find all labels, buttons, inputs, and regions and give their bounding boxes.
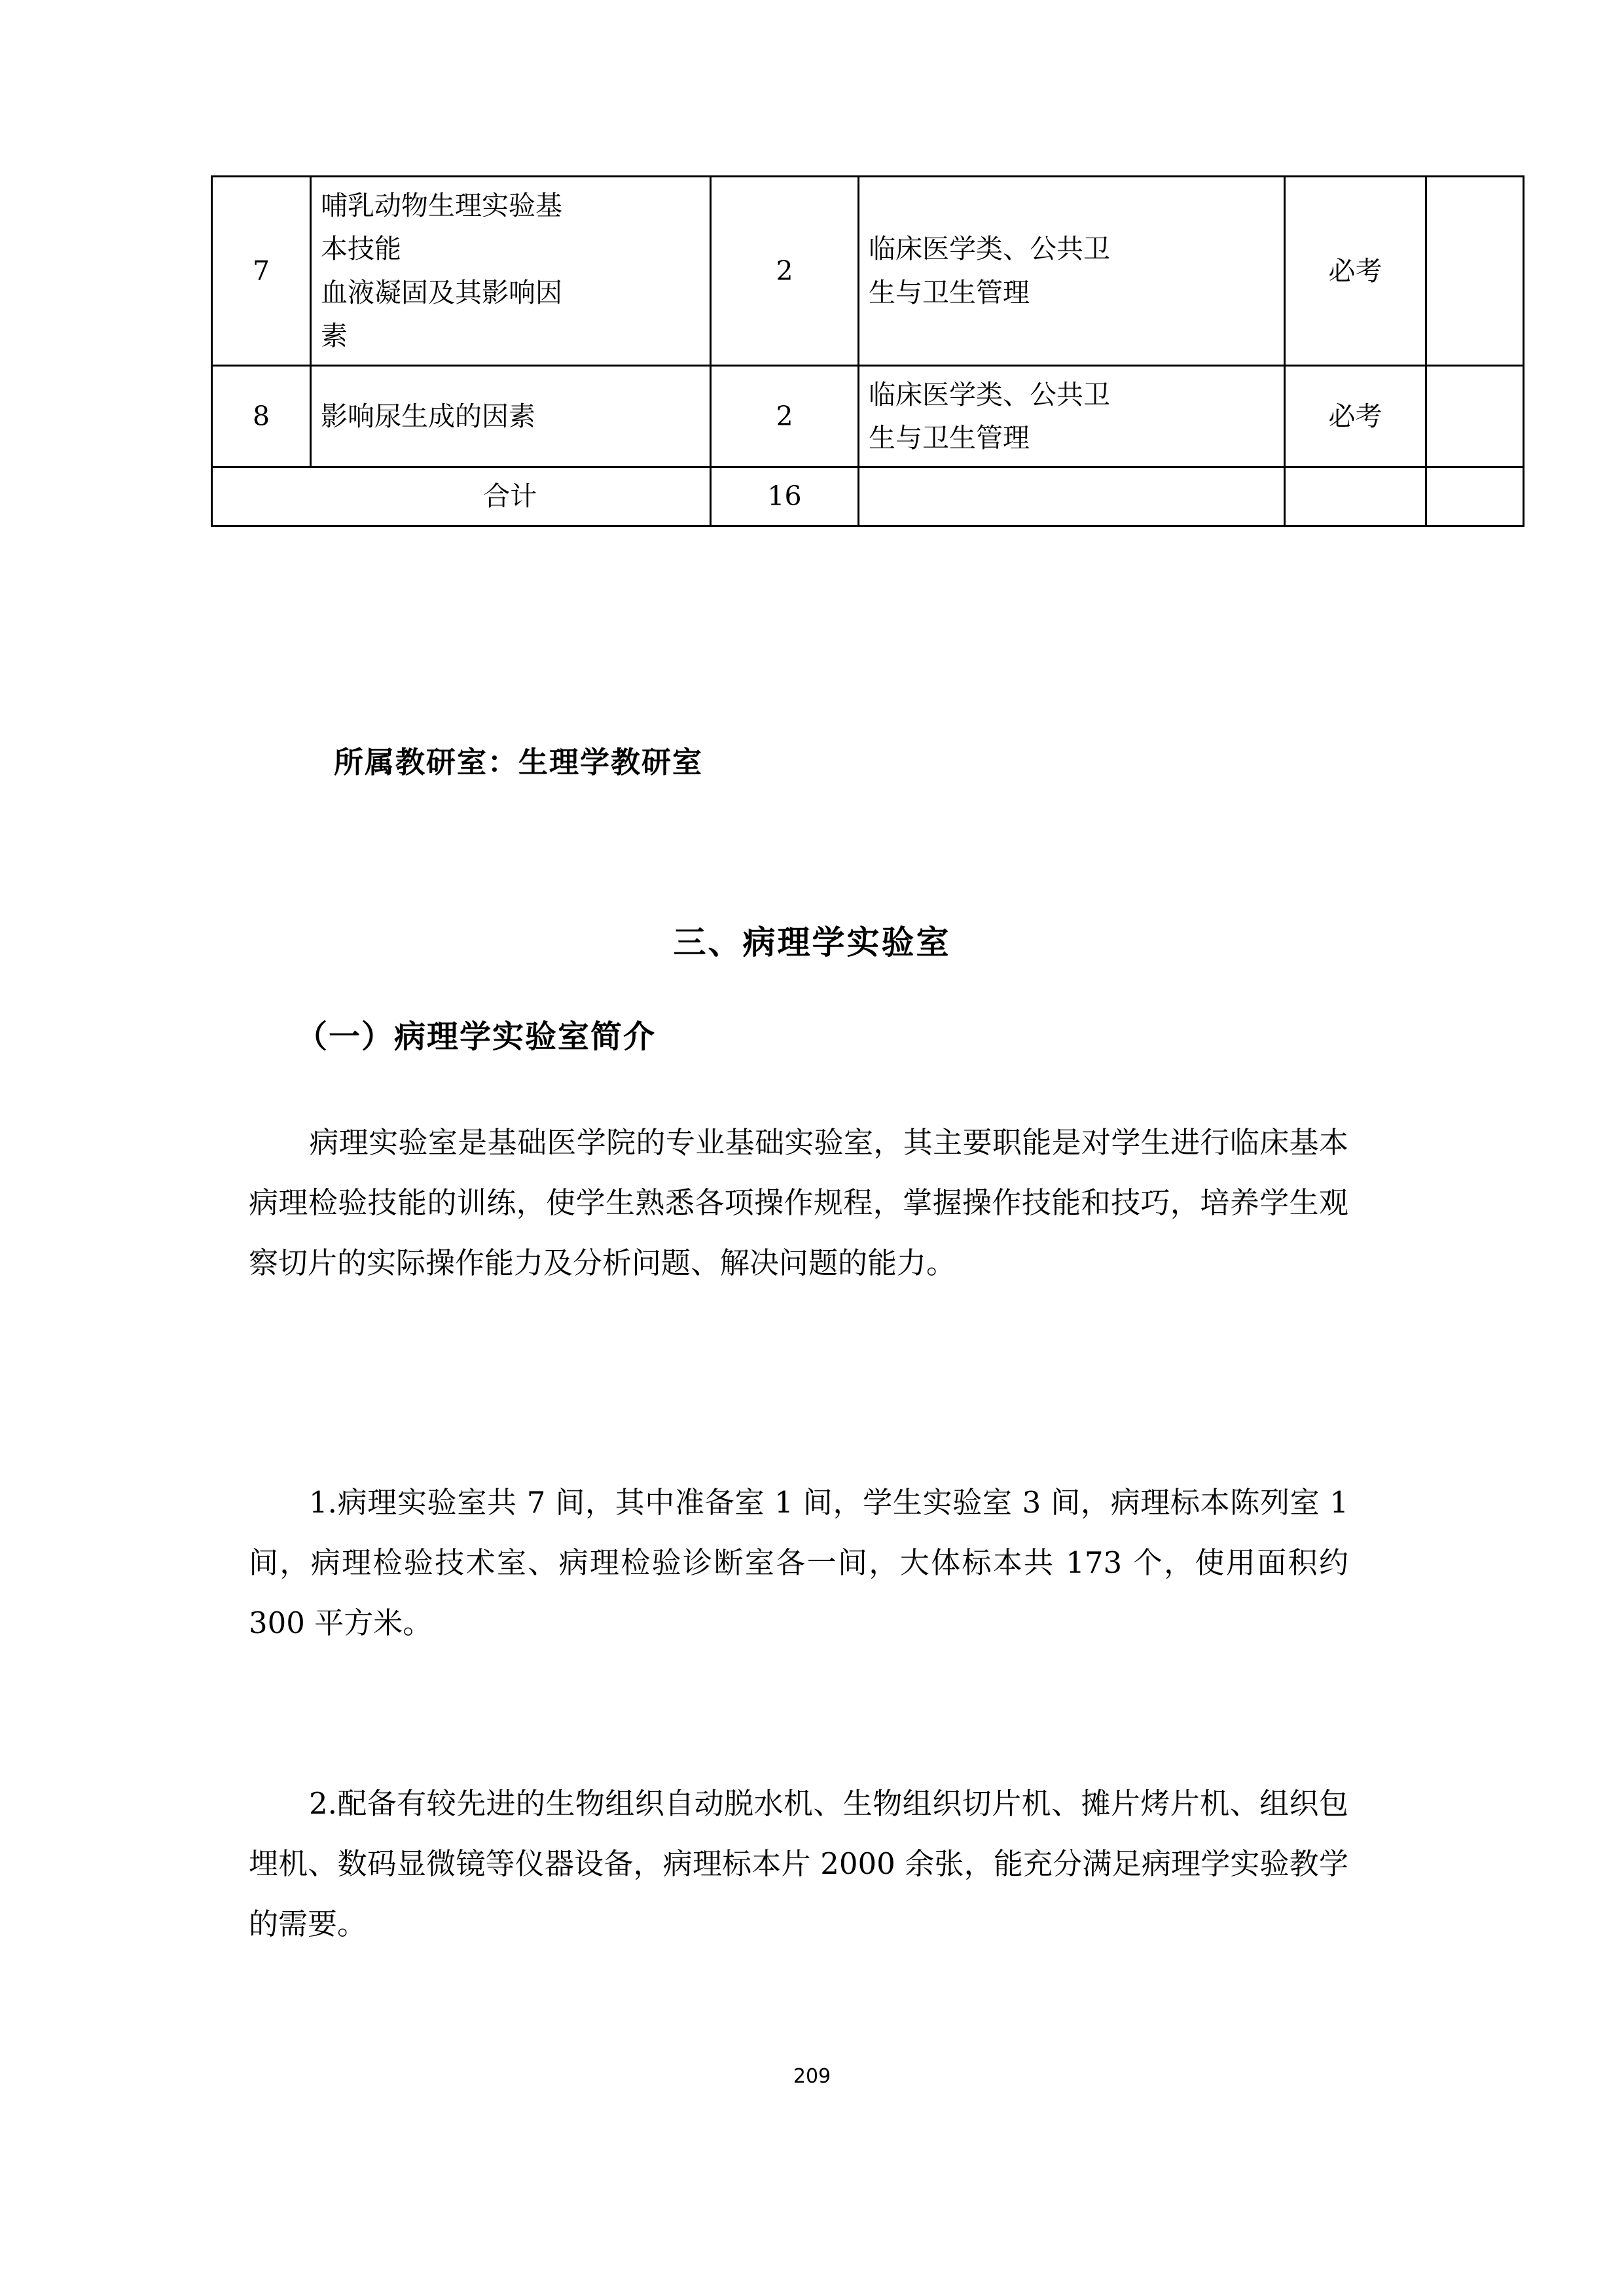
paragraph-rooms bbox=[249, 1473, 1348, 1653]
row-course-name bbox=[311, 365, 711, 467]
row-majors bbox=[859, 365, 1285, 467]
subsection-title: （一）病理学实验室简介 bbox=[296, 1018, 657, 1055]
course-table-wrapper bbox=[211, 175, 1401, 527]
course-name-line: 血液凝固及其影响因 bbox=[321, 276, 562, 308]
table-row bbox=[212, 365, 1524, 467]
total-requirement bbox=[1285, 467, 1426, 526]
row-remark bbox=[1426, 177, 1524, 366]
department-line: 所属教研室：生理学教研室 bbox=[334, 745, 704, 780]
major-line: 临床医学类、公共卫 bbox=[869, 378, 1110, 410]
row-requirement: 必考 bbox=[1285, 365, 1426, 467]
table-total-row bbox=[212, 467, 1524, 526]
course-name-line: 素 bbox=[321, 320, 348, 352]
table-row bbox=[212, 177, 1524, 366]
paragraph-text: 病理实验室是基础医学院的专业基础实验室，其主要职能是对学生进行临床基本病理检验技能的训练，使学生熟悉各项操作规程，掌握操作技能和技巧，培养学生观察切片的实际操作能力及分析问题、解决问题的能力。 bbox=[249, 1125, 1348, 1280]
row-number: 8 bbox=[212, 365, 311, 467]
course-table bbox=[211, 175, 1525, 527]
row-number: 7 bbox=[212, 177, 311, 366]
row-hours: 2 bbox=[711, 177, 859, 366]
paragraph-equipment bbox=[249, 1774, 1348, 1954]
course-name-line: 影响尿生成的因素 bbox=[321, 400, 535, 432]
row-majors bbox=[859, 177, 1285, 366]
paragraph-text: 2.配备有较先进的生物组织自动脱水机、生物组织切片机、摊片烤片机、组织包埋机、数码显微镜等仪器设备，病理标本片 2000 余张，能充分满足病理学实验教学的需要。 bbox=[249, 1786, 1348, 1941]
major-line: 生与卫生管理 bbox=[869, 422, 1030, 454]
course-name-line: 哺乳动物生理实验基 bbox=[321, 190, 562, 221]
paragraph-text: 1.病理实验室共 7 间，其中准备室 1 间，学生实验室 3 间，病理标本陈列室 1 间，病理检验技术室、病理检验诊断室各一间，大体标本共 173 个，使用面积约 300 平方米。 bbox=[249, 1485, 1348, 1640]
total-majors bbox=[859, 467, 1285, 526]
row-remark bbox=[1426, 365, 1524, 467]
total-label: 合计 bbox=[311, 467, 711, 526]
paragraph-intro bbox=[249, 1113, 1348, 1293]
total-label-cell-left bbox=[212, 467, 311, 526]
page-number: 209 bbox=[793, 2065, 831, 2088]
section-title: 三、病理学实验室 bbox=[673, 924, 951, 961]
total-remark bbox=[1426, 467, 1524, 526]
major-line: 临床医学类、公共卫 bbox=[869, 233, 1110, 265]
course-name-line: 本技能 bbox=[321, 233, 401, 265]
total-hours: 16 bbox=[711, 467, 859, 526]
major-line: 生与卫生管理 bbox=[869, 276, 1030, 308]
row-hours: 2 bbox=[711, 365, 859, 467]
row-requirement: 必考 bbox=[1285, 177, 1426, 366]
row-course-name bbox=[311, 177, 711, 366]
